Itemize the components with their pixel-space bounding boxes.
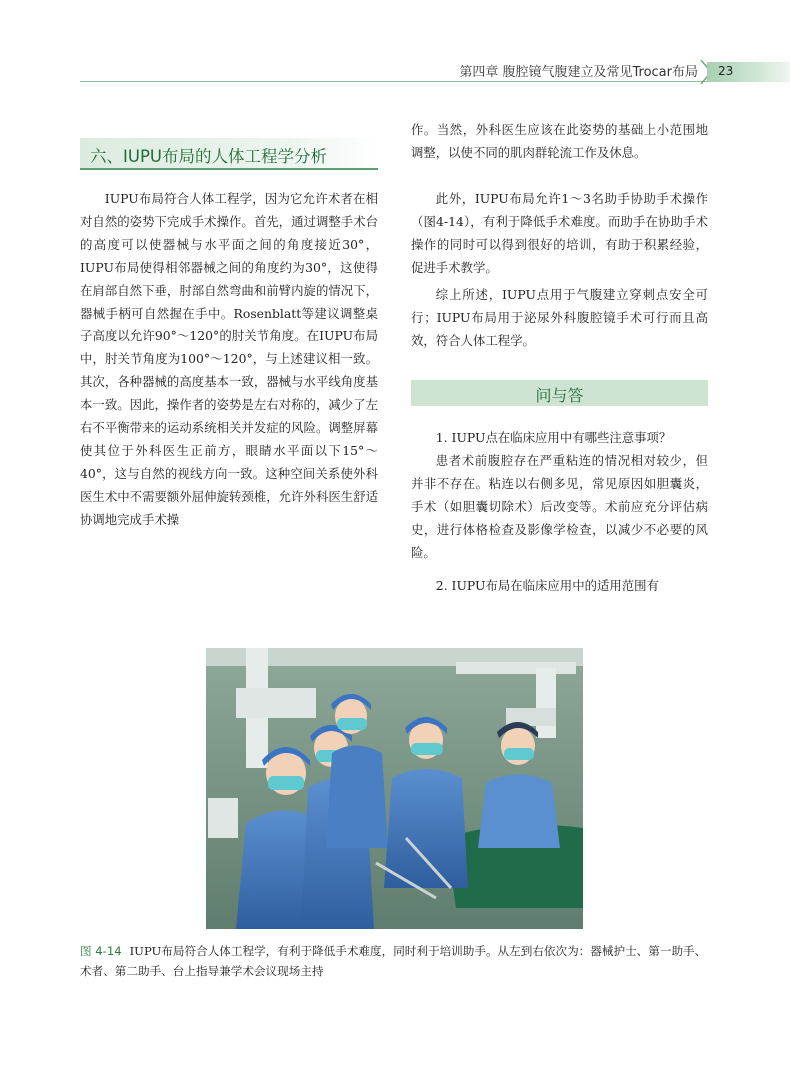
body-paragraph: 作。当然，外科医生应该在此姿势的基础上小范围地调整，以使不同的肌肉群轮流工作及休息。 — [411, 122, 708, 160]
figure-caption-text: IUPU布局符合人体工程学，有利于降低手术难度，同时利于培训助手。从左到右依次为：器械护士、第一助手、术者、第二助手、台上指导兼学术会议现场主持 — [80, 944, 707, 978]
body-paragraph: 综上所述，IUPU点用于气腹建立穿刺点安全可行；IUPU布局用于泌尿外科腹腔镜手术可行而且高效，符合人体工程学。 — [411, 287, 708, 348]
figure-caption — [80, 941, 708, 981]
question-text: 2. IUPU布局在临床应用中的适用范围有 — [435, 578, 659, 593]
operating-room-illustration — [206, 648, 583, 929]
page-number: 23 — [718, 64, 734, 78]
operating-room-photo — [206, 648, 583, 929]
answer-paragraph: 患者术前腹腔存在严重粘连的情况相对较少，但并非不存在。粘连以右侧多见，常见原因如胆囊炎，手术（如胆囊切除术）后改变等。术前应充分评估病史，进行体格检查及影像学检查，以减少不必要的风险。 — [411, 453, 708, 560]
body-paragraph: IUPU布局符合人体工程学，因为它允许术者在相对自然的姿势下完成手术操作。首先，通过调整手术台的高度可以使器械与水平面之间的角度接近30°，IUPU布局使得相邻器械之间的角度约为30°，这使得在肩部自然下垂，肘部自然弯曲和前臂内旋的情况下，器械手柄可自然握在手中。Rosenblatt等建议调整桌子高度以允许90°～120°的肘关节角度。在IUPU布局中，肘关节角度为100°～120°，与上述建议相一致。其次，各种器械的高度基本一致，器械与水平线角度基本一致。因此，操作者的姿势是左右对称的，减少了左右不平衡带来的运动系统相关并发症的风险。调整屏幕使其位于外科医生正前方，眼睛水平面以下15°～40°，这与自然的视线方向一致。这种空间关系使外科医生术中不需要额外屈伸旋转颈椎，允许外科医生舒适协调地完成手术操 — [80, 191, 378, 527]
header-rule — [80, 81, 708, 82]
figure-label: 图 4-14 — [80, 944, 122, 958]
question-text: 1. IUPU点在临床应用中有哪些注意事项？ — [435, 430, 672, 445]
qa-heading: 问与答 — [535, 386, 584, 405]
section-heading — [80, 138, 378, 170]
section-heading-text: 六、IUPU布局的人体工程学分析 — [90, 147, 327, 166]
running-header-title: 第四章 腹腔镜气腹建立及常见Trocar布局 — [459, 65, 698, 80]
body-paragraph: 此外，IUPU布局允许1～3名助手协助手术操作（图4-14），有利于降低手术难度。而助手在协助手术操作的同时可以得到很好的培训，有助于积累经验，促进手术教学。 — [411, 191, 708, 275]
qa-section-banner — [411, 380, 708, 406]
